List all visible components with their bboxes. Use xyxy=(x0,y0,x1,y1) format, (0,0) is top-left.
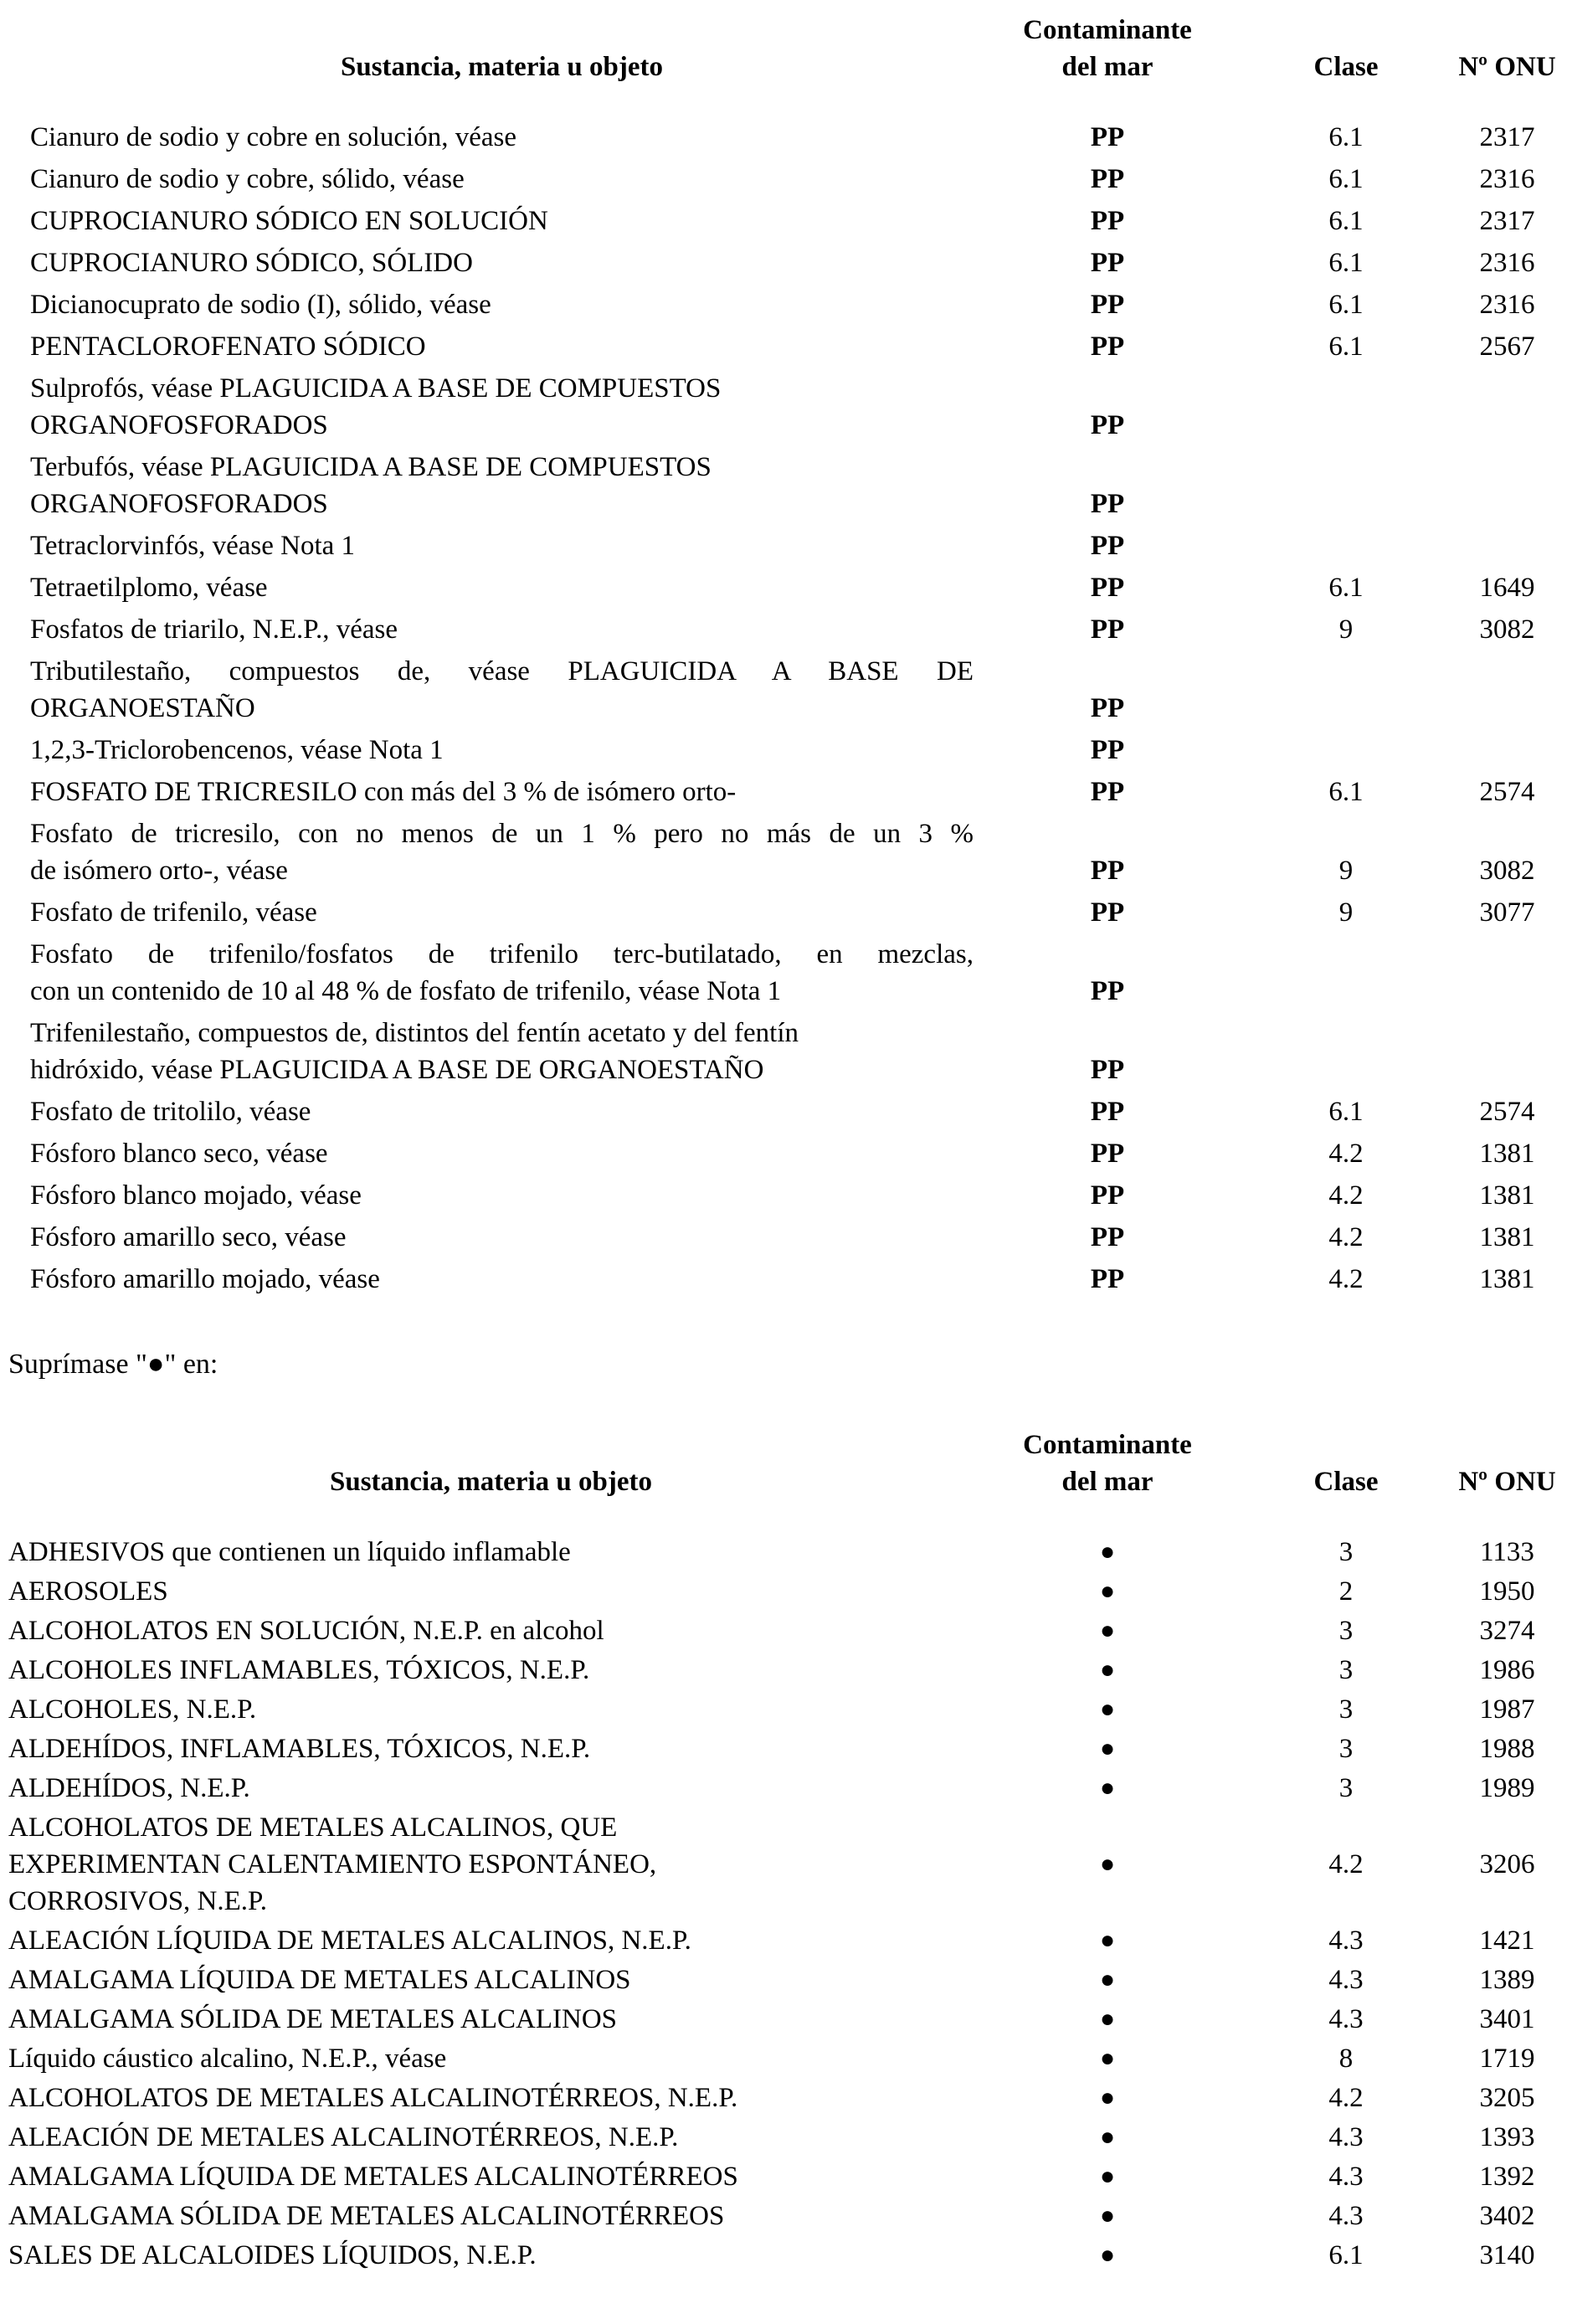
substance-name-line: ADHESIVOS que contienen un líquido inflamable xyxy=(8,1537,571,1567)
class-cell: 3 xyxy=(1338,1734,1354,1764)
table-row xyxy=(30,1093,1572,1130)
marine-pollutant-cell: PP xyxy=(1090,1097,1125,1127)
column-header-marine-pollutant xyxy=(974,1427,1241,1500)
substance-cell xyxy=(30,1135,974,1172)
table-row xyxy=(30,119,1572,156)
substance-name-line: ORGANOFOSFORADOS xyxy=(30,410,328,440)
un-number-cell: 3401 xyxy=(1479,2004,1535,2034)
table-row xyxy=(30,611,1572,648)
marine-pollutant-cell: PP xyxy=(1090,1264,1125,1294)
substance-cell xyxy=(8,1962,974,1998)
marine-header-line2: del mar xyxy=(1061,52,1153,82)
amendment-note: Suprímase "●" en: xyxy=(8,1349,218,1380)
table-row xyxy=(30,244,1572,281)
table-row xyxy=(8,1730,1572,1767)
class-cell: 4.2 xyxy=(1328,1222,1364,1252)
substance-cell xyxy=(8,2001,974,2038)
table-row xyxy=(8,1962,1572,1998)
class-cell: 6.1 xyxy=(1328,332,1364,362)
marine-pollutant-bullet-icon: ● xyxy=(1099,2005,1116,2033)
table-row xyxy=(30,1219,1572,1256)
table-row xyxy=(8,2040,1572,2077)
un-number-cell: 3077 xyxy=(1479,897,1535,928)
un-number-cell: 1381 xyxy=(1479,1180,1535,1211)
substance-name-line: Fósforo blanco seco, véase xyxy=(30,1139,328,1169)
class-cell: 6.1 xyxy=(1328,206,1364,236)
table-row xyxy=(30,286,1572,323)
marine-pollutant-cell: PP xyxy=(1090,122,1125,152)
marine-pollutant-bullet-icon: ● xyxy=(1099,2241,1116,2269)
marine-pollutant-bullet-icon: ● xyxy=(1099,2084,1116,2111)
marine-pollutant-bullet-icon: ● xyxy=(1099,2123,1116,2151)
un-number-cell xyxy=(1451,936,1564,1010)
class-cell: 6.1 xyxy=(1328,1097,1364,1127)
substance-name-line: Tetraclorvinfós, véase Nota 1 xyxy=(30,531,356,561)
class-cell: 6.1 xyxy=(1328,164,1364,194)
substance-name-line: Fosfatos de triarilo, N.E.P., véase xyxy=(30,614,398,645)
substance-cell xyxy=(30,936,974,1010)
marine-pollutant-cell: PP xyxy=(1090,693,1125,723)
un-number-cell: 1649 xyxy=(1479,573,1535,603)
table-row xyxy=(30,1261,1572,1298)
class-cell: 4.3 xyxy=(1328,2004,1364,2034)
class-cell: 4.3 xyxy=(1328,1965,1364,1995)
un-number-cell: 2317 xyxy=(1479,206,1535,236)
column-header-un-number: Nº ONU xyxy=(1458,1467,1556,1497)
un-number-cell: 1392 xyxy=(1479,2162,1535,2192)
substance-name-line: AEROSOLES xyxy=(8,1576,168,1607)
substance-name-line: Fosfato de trifenilo/fosfatos de trifenilo terc-butilatado, en mezclas, xyxy=(30,939,974,969)
substance-name-line: FOSFATO DE TRICRESILO con más del 3 % de isómero orto- xyxy=(30,777,737,807)
un-number-cell: 1381 xyxy=(1479,1264,1535,1294)
substance-cell xyxy=(8,1534,974,1571)
substance-cell xyxy=(30,119,974,156)
un-number-cell: 3140 xyxy=(1479,2240,1535,2270)
table-row xyxy=(8,2198,1572,2234)
substance-name-line: hidróxido, véase PLAGUICIDA A BASE DE ORGANOESTAÑO xyxy=(30,1055,764,1085)
table-row xyxy=(8,1534,1572,1571)
marine-pollutant-bullet-icon: ● xyxy=(1099,2162,1116,2190)
un-number-cell: 2316 xyxy=(1479,248,1535,278)
class-cell: 9 xyxy=(1338,856,1354,886)
substance-cell xyxy=(30,328,974,365)
un-number-cell: 1986 xyxy=(1479,1655,1535,1685)
class-cell: 6.1 xyxy=(1328,122,1364,152)
marine-pollutant-bullet-icon: ● xyxy=(1099,1774,1116,1802)
un-number-cell: 2574 xyxy=(1479,1097,1535,1127)
class-cell: 3 xyxy=(1338,1773,1354,1803)
table-row xyxy=(30,449,1572,522)
table-row xyxy=(30,370,1572,444)
class-cell: 4.2 xyxy=(1328,1849,1364,1879)
substance-name-line: Fosfato de tritolilo, véase xyxy=(30,1097,311,1127)
marine-pollutant-cell: PP xyxy=(1090,410,1125,440)
substance-name-line: ALCOHOLATOS DE METALES ALCALINOS, QUE xyxy=(8,1812,618,1843)
substance-name-line: Sulprofós, véase PLAGUICIDA A BASE DE COMPUESTOS xyxy=(30,373,722,404)
substance-cell xyxy=(30,1177,974,1214)
class-cell: 6.1 xyxy=(1328,573,1364,603)
un-number-cell xyxy=(1451,527,1564,564)
class-cell: 6.1 xyxy=(1328,2240,1364,2270)
class-cell: 4.2 xyxy=(1328,1139,1364,1169)
marine-pollutant-cell: PP xyxy=(1090,573,1125,603)
substance-name-line: ALCOHOLATOS DE METALES ALCALINOTÉRREOS, N.E.P. xyxy=(8,2083,738,2113)
substance-cell xyxy=(8,2080,974,2116)
substance-name-line: AMALGAMA SÓLIDA DE METALES ALCALINOS xyxy=(8,2004,618,2034)
table-row xyxy=(8,2237,1572,2274)
substance-cell xyxy=(8,2119,974,2156)
class-cell: 6.1 xyxy=(1328,290,1364,320)
substance-name-line: ALCOHOLES INFLAMABLES, TÓXICOS, N.E.P. xyxy=(8,1655,590,1685)
substance-cell xyxy=(8,1612,974,1649)
substance-name-line: Tetraetilplomo, véase xyxy=(30,573,268,603)
substance-cell xyxy=(30,370,974,444)
substance-name-line: Trifenilestaño, compuestos de, distintos del fentín acetato y del fentín xyxy=(30,1018,799,1048)
class-cell: 9 xyxy=(1338,897,1354,928)
table-row xyxy=(8,1922,1572,1959)
class-cell: 4.2 xyxy=(1328,2083,1364,2113)
substance-cell xyxy=(30,569,974,606)
substance-name-line: EXPERIMENTAN CALENTAMIENTO ESPONTÁNEO, xyxy=(8,1849,657,1879)
substance-name-line: Fosfato de trifenilo, véase xyxy=(30,897,317,928)
substance-name-line: Fósforo amarillo mojado, véase xyxy=(30,1264,380,1294)
substance-name-line: AMALGAMA LÍQUIDA DE METALES ALCALINOTÉRREOS xyxy=(8,2162,738,2192)
substance-cell xyxy=(30,611,974,648)
class-cell: 6.1 xyxy=(1328,777,1364,807)
substance-cell xyxy=(30,449,974,522)
substance-cell xyxy=(8,2237,974,2274)
un-number-cell: 2317 xyxy=(1479,122,1535,152)
marine-pollutant-cell: PP xyxy=(1090,332,1125,362)
marine-pollutant-bullet-icon: ● xyxy=(1099,1695,1116,1723)
marine-pollutant-cell: PP xyxy=(1090,206,1125,236)
substance-name-line: AMALGAMA SÓLIDA DE METALES ALCALINOTÉRREOS xyxy=(8,2201,725,2231)
substance-cell xyxy=(8,1730,974,1767)
marine-pollutant-cell: PP xyxy=(1090,897,1125,928)
substance-cell xyxy=(30,1219,974,1256)
class-cell: 2 xyxy=(1338,1576,1354,1607)
substance-cell xyxy=(8,1922,974,1959)
marine-pollutant-cell: PP xyxy=(1090,976,1125,1006)
marine-pollutant-cell: PP xyxy=(1090,735,1125,765)
substance-cell xyxy=(30,894,974,931)
substance-name-line: Líquido cáustico alcalino, N.E.P., véase xyxy=(8,2044,447,2074)
un-number-cell: 3082 xyxy=(1479,614,1535,645)
class-cell: 4.3 xyxy=(1328,2201,1364,2231)
substance-name-line: Fósforo blanco mojado, véase xyxy=(30,1180,362,1211)
substance-name-line: SALES DE ALCALOIDES LÍQUIDOS, N.E.P. xyxy=(8,2240,537,2270)
un-number-cell: 2574 xyxy=(1479,777,1535,807)
substance-cell xyxy=(8,1652,974,1689)
table-row xyxy=(30,569,1572,606)
table1-header xyxy=(0,12,1572,85)
class-cell: 3 xyxy=(1338,1655,1354,1685)
class-cell xyxy=(1241,370,1451,444)
table-row xyxy=(30,774,1572,810)
marine-pollutant-cell: PP xyxy=(1090,489,1125,519)
substance-name-line: ALCOHOLATOS EN SOLUCIÓN, N.E.P. en alcohol xyxy=(8,1616,604,1646)
substance-cell xyxy=(30,1015,974,1088)
un-number-cell: 1389 xyxy=(1479,1965,1535,1995)
column-header-un-number: Nº ONU xyxy=(1458,52,1556,82)
substance-name-line: Fosfato de tricresilo, con no menos de un 1 % pero no más de un 3 % xyxy=(30,819,974,849)
table-row xyxy=(30,1135,1572,1172)
un-number-cell xyxy=(1451,449,1564,522)
substance-name-line: Cianuro de sodio y cobre en solución, véase xyxy=(30,122,517,152)
substance-cell xyxy=(30,527,974,564)
column-header-marine-pollutant xyxy=(974,12,1241,85)
un-number-cell: 2567 xyxy=(1479,332,1535,362)
class-cell xyxy=(1241,1015,1451,1088)
table-row xyxy=(8,1652,1572,1689)
marine-pollutant-cell: PP xyxy=(1090,531,1125,561)
substance-cell xyxy=(30,1261,974,1298)
substance-name-line: ALDEHÍDOS, N.E.P. xyxy=(8,1773,250,1803)
table2 xyxy=(0,1534,1572,2274)
marine-pollutant-bullet-icon: ● xyxy=(1099,1735,1116,1762)
un-number-cell: 3274 xyxy=(1479,1616,1535,1646)
class-cell: 3 xyxy=(1338,1537,1354,1567)
class-cell: 3 xyxy=(1338,1616,1354,1646)
substance-name-line: PENTACLOROFENATO SÓDICO xyxy=(30,332,426,362)
substance-cell xyxy=(8,2198,974,2234)
un-number-cell: 1987 xyxy=(1479,1694,1535,1725)
table-row xyxy=(30,161,1572,198)
class-cell: 9 xyxy=(1338,614,1354,645)
class-cell: 6.1 xyxy=(1328,248,1364,278)
un-number-cell xyxy=(1451,370,1564,444)
marine-pollutant-bullet-icon: ● xyxy=(1099,1538,1116,1566)
table-row xyxy=(30,1015,1572,1088)
table-row xyxy=(30,527,1572,564)
un-number-cell: 1950 xyxy=(1479,1576,1535,1607)
table-row xyxy=(30,203,1572,239)
table-row xyxy=(8,1770,1572,1807)
class-cell: 4.3 xyxy=(1328,2122,1364,2152)
marine-header-line2: del mar xyxy=(1061,1467,1153,1497)
table-row xyxy=(30,1177,1572,1214)
substance-name-line: ALEACIÓN LÍQUIDA DE METALES ALCALINOS, N.E.P. xyxy=(8,1926,691,1956)
substance-name-line: Cianuro de sodio y cobre, sólido, véase xyxy=(30,164,465,194)
un-number-cell: 2316 xyxy=(1479,290,1535,320)
table-row xyxy=(30,653,1572,727)
column-header-substance: Sustancia, materia u objeto xyxy=(341,52,663,82)
un-number-cell xyxy=(1451,1015,1564,1088)
substance-cell xyxy=(8,1573,974,1610)
substance-name-line: AMALGAMA LÍQUIDA DE METALES ALCALINOS xyxy=(8,1965,631,1995)
un-number-cell xyxy=(1451,653,1564,727)
un-number-cell xyxy=(1451,732,1564,769)
table1 xyxy=(0,119,1572,1298)
class-cell: 3 xyxy=(1338,1694,1354,1725)
un-number-cell: 1989 xyxy=(1479,1773,1535,1803)
substance-cell xyxy=(8,2040,974,2077)
substance-cell xyxy=(30,161,974,198)
substance-name-line: de isómero orto-, véase xyxy=(30,856,288,886)
class-cell: 4.2 xyxy=(1328,1264,1364,1294)
table-row xyxy=(8,2080,1572,2116)
marine-pollutant-cell: PP xyxy=(1090,856,1125,886)
marine-pollutant-bullet-icon: ● xyxy=(1099,2044,1116,2072)
un-number-cell: 1393 xyxy=(1479,2122,1535,2152)
class-cell: 8 xyxy=(1338,2044,1354,2074)
class-cell xyxy=(1241,653,1451,727)
marine-header-line1: Contaminante xyxy=(1023,15,1192,45)
un-number-cell: 1421 xyxy=(1479,1926,1535,1956)
substance-name-line: 1,2,3-Triclorobencenos, véase Nota 1 xyxy=(30,735,444,765)
substance-name-line: Terbufós, véase PLAGUICIDA A BASE DE COMPUESTOS xyxy=(30,452,712,482)
substance-name-line: CORROSIVOS, N.E.P. xyxy=(8,1886,267,1916)
table-row xyxy=(8,2158,1572,2195)
table-row xyxy=(8,1612,1572,1649)
substance-cell xyxy=(30,653,974,727)
substance-name-line: ALEACIÓN DE METALES ALCALINOTÉRREOS, N.E.P. xyxy=(8,2122,679,2152)
un-number-cell: 3205 xyxy=(1479,2083,1535,2113)
substance-name-line: ORGANOFOSFORADOS xyxy=(30,489,328,519)
class-cell: 4.3 xyxy=(1328,1926,1364,1956)
column-header-class: Clase xyxy=(1313,52,1379,82)
substance-cell xyxy=(30,774,974,810)
un-number-cell: 2316 xyxy=(1479,164,1535,194)
table-row xyxy=(30,815,1572,889)
table-row xyxy=(30,894,1572,931)
substance-name-line: ORGANOESTAÑO xyxy=(30,693,255,723)
class-cell xyxy=(1241,936,1451,1010)
table-row xyxy=(30,328,1572,365)
table-row xyxy=(8,2001,1572,2038)
class-cell xyxy=(1241,449,1451,522)
substance-cell xyxy=(8,1770,974,1807)
substance-cell xyxy=(30,203,974,239)
marine-pollutant-cell: PP xyxy=(1090,1222,1125,1252)
class-cell: 4.3 xyxy=(1328,2162,1364,2192)
table-row xyxy=(8,2119,1572,2156)
substance-cell xyxy=(30,1093,974,1130)
marine-pollutant-bullet-icon: ● xyxy=(1099,2202,1116,2229)
marine-pollutant-cell: PP xyxy=(1090,777,1125,807)
marine-pollutant-bullet-icon: ● xyxy=(1099,1577,1116,1605)
marine-pollutant-cell: PP xyxy=(1090,1055,1125,1085)
table-row xyxy=(30,936,1572,1010)
class-cell: 4.2 xyxy=(1328,1180,1364,1211)
substance-cell xyxy=(30,732,974,769)
un-number-cell: 1381 xyxy=(1479,1139,1535,1169)
substance-name-line: Fósforo amarillo seco, véase xyxy=(30,1222,347,1252)
column-header-class: Clase xyxy=(1313,1467,1379,1497)
table-row xyxy=(8,1573,1572,1610)
substance-name-line: ALDEHÍDOS, INFLAMABLES, TÓXICOS, N.E.P. xyxy=(8,1734,591,1764)
un-number-cell: 3402 xyxy=(1479,2201,1535,2231)
un-number-cell: 1381 xyxy=(1479,1222,1535,1252)
class-cell xyxy=(1241,732,1451,769)
marine-pollutant-bullet-icon: ● xyxy=(1099,1926,1116,1954)
marine-pollutant-cell: PP xyxy=(1090,614,1125,645)
marine-header-line1: Contaminante xyxy=(1023,1430,1192,1460)
table-row xyxy=(8,1809,1572,1920)
substance-name-line: Tributilestaño, compuestos de, véase PLAGUICIDA A BASE DE xyxy=(30,656,974,686)
substance-name-line: Dicianocuprato de sodio (I), sólido, véase xyxy=(30,290,491,320)
substance-name-line: CUPROCIANURO SÓDICO, SÓLIDO xyxy=(30,248,473,278)
marine-pollutant-bullet-icon: ● xyxy=(1099,1656,1116,1684)
substance-name-line: ALCOHOLES, N.E.P. xyxy=(8,1694,257,1725)
substance-cell xyxy=(8,2158,974,2195)
substance-cell xyxy=(30,286,974,323)
substance-cell xyxy=(8,1809,974,1920)
marine-pollutant-bullet-icon: ● xyxy=(1099,1850,1116,1878)
substance-cell xyxy=(8,1691,974,1728)
marine-pollutant-cell: PP xyxy=(1090,164,1125,194)
un-number-cell: 1133 xyxy=(1480,1537,1534,1567)
substance-cell xyxy=(30,244,974,281)
un-number-cell: 1719 xyxy=(1479,2044,1535,2074)
marine-pollutant-cell: PP xyxy=(1090,1139,1125,1169)
table-row xyxy=(30,732,1572,769)
un-number-cell: 3206 xyxy=(1479,1849,1535,1879)
column-header-substance: Sustancia, materia u objeto xyxy=(330,1467,652,1497)
substance-name-line: con un contenido de 10 al 48 % de fosfato de trifenilo, véase Nota 1 xyxy=(30,976,782,1006)
marine-pollutant-cell: PP xyxy=(1090,1180,1125,1211)
marine-pollutant-bullet-icon: ● xyxy=(1099,1617,1116,1644)
substance-name-line: CUPROCIANURO SÓDICO EN SOLUCIÓN xyxy=(30,206,548,236)
table2-header xyxy=(0,1427,1572,1500)
un-number-cell: 1988 xyxy=(1479,1734,1535,1764)
substance-cell xyxy=(30,815,974,889)
class-cell xyxy=(1241,527,1451,564)
table-row xyxy=(8,1691,1572,1728)
marine-pollutant-cell: PP xyxy=(1090,290,1125,320)
un-number-cell: 3082 xyxy=(1479,856,1535,886)
marine-pollutant-bullet-icon: ● xyxy=(1099,1966,1116,1993)
marine-pollutant-cell: PP xyxy=(1090,248,1125,278)
